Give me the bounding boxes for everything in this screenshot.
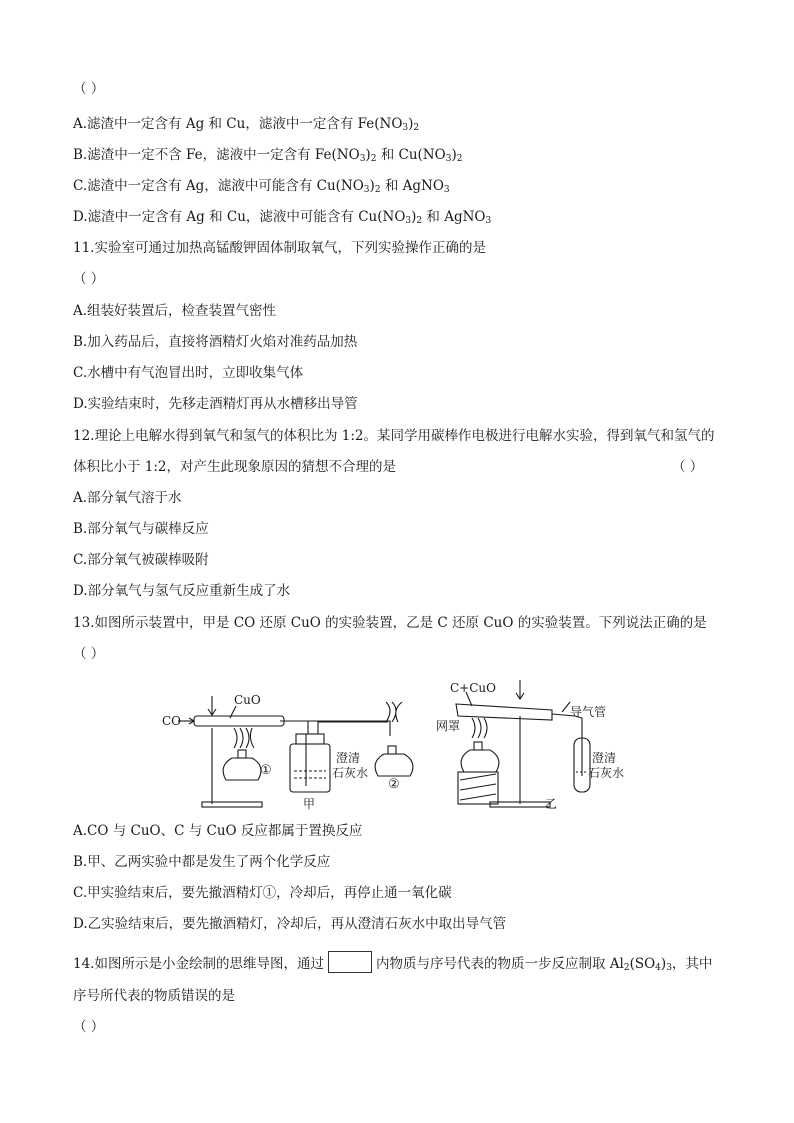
- stand-base-left: [202, 802, 262, 807]
- label-daoqiguan: 导气管: [570, 705, 607, 719]
- q12-option-d: D.部分氧气与氢气反应重新生成了水: [73, 583, 291, 599]
- q12-option-c: C.部分氧气被碳棒吸附: [73, 552, 209, 568]
- q14-stem-line1: 14.如图所示是小金绘制的思维导图，通过 内物质与序号代表的物质一步反应制取 $Al_2(SO_4)_3$，其中: [73, 951, 712, 973]
- q10-option-b: B.滤渣中一定不含 Fe，滤液中一定含有 $Fe(NO_3)_2$ 和 $Cu(NO_3)_2$: [73, 147, 463, 164]
- q13-option-a: A.CO 与 CuO、C 与 CuO 反应都属于置换反应: [73, 823, 363, 839]
- q12-paren: （ ）: [672, 459, 704, 475]
- q11-option-b: B.加入药品后，直接将酒精灯火焰对准药品加热: [73, 334, 358, 350]
- q10-paren: （ ）: [73, 81, 105, 97]
- label-yi: 乙: [545, 797, 558, 811]
- q13-stem: 13.如图所示装置中，甲是 CO 还原 CuO 的实验装置，乙是 C 还原 CuO 的实验装置。下列说法正确的是: [73, 615, 707, 631]
- label-c-cuo: C+CuO: [450, 681, 496, 695]
- label-circle1: ①: [260, 763, 272, 778]
- label-limewater1a: 澄清: [336, 751, 361, 765]
- q13-paren: （ ）: [73, 646, 105, 662]
- q13-option-d: D.乙实验结束后，要先撤酒精灯，冷却后，再从澄清石灰水中取出导气管: [73, 916, 507, 932]
- q12-option-a: A.部分氧气溶于水: [73, 490, 182, 506]
- label-circle2: ②: [388, 777, 400, 792]
- q13-option-b: B.甲、乙两实验中都是发生了两个化学反应: [73, 854, 331, 870]
- label-jia: 甲: [303, 797, 316, 811]
- q10-option-c: C.滤渣中一定含有 Ag，滤液中可能含有 $Cu(NO_3)_2$ 和 AgNO$_3$: [73, 178, 450, 195]
- q11-stem: 11.实验室可通过加热高锰酸钾固体制取氧气，下列实验操作正确的是: [73, 240, 486, 256]
- q10-option-d: D.滤渣中一定含有 Ag 和 Cu，滤液中可能含有 $Cu(NO_3)_2$ 和 AgNO$_3$: [73, 209, 492, 226]
- label-co: CO: [162, 714, 182, 728]
- blank-box: [328, 951, 372, 973]
- reaction-tube-jia: [194, 716, 284, 726]
- label-cuo: CuO: [234, 693, 261, 707]
- q11-option-a: A.组装好装置后，检查装置气密性: [73, 303, 277, 319]
- label-limewater2b: 石灰水: [588, 766, 625, 780]
- q11-option-d: D.实验结束时，先移走酒精灯再从水槽移出导管: [73, 396, 358, 412]
- q11-paren: （ ）: [73, 271, 105, 287]
- q14-stem-line2: 序号所代表的物质错误的是: [73, 988, 235, 1004]
- q12-stem-line1: 12.理论上电解水得到氧气和氢气的体积比为 1:2。某同学用碳棒作电极进行电解水实验，得到氧气和氢气的: [73, 428, 715, 444]
- alcohol-lamp-3: [461, 750, 499, 772]
- alcohol-lamp-1: [223, 758, 261, 780]
- reaction-tube-yi: [456, 704, 552, 720]
- label-limewater2a: 澄清: [592, 751, 617, 765]
- label-wangzhao: 网罩: [436, 719, 461, 733]
- limewater-bottle-jia: [290, 744, 330, 792]
- apparatus-figure: [160, 676, 630, 816]
- q12-stem-line2: 体积比小于 1:2，对产生此现象原因的猜想不合理的是: [73, 459, 397, 475]
- q14-paren: （ ）: [73, 1019, 105, 1035]
- label-limewater1b: 石灰水: [332, 766, 369, 780]
- q11-option-c: C.水槽中有气泡冒出时，立即收集气体: [73, 365, 304, 381]
- alcohol-lamp-2: [375, 754, 413, 776]
- q13-option-c: C.甲实验结束后，要先撤酒精灯①，冷却后，再停止通一氧化碳: [73, 885, 452, 901]
- q10-option-a: A.滤渣中一定含有 Ag 和 Cu，滤液中一定含有 $Fe(NO_3)_2$: [73, 116, 420, 133]
- q12-option-b: B.部分氧气与碳棒反应: [73, 521, 209, 537]
